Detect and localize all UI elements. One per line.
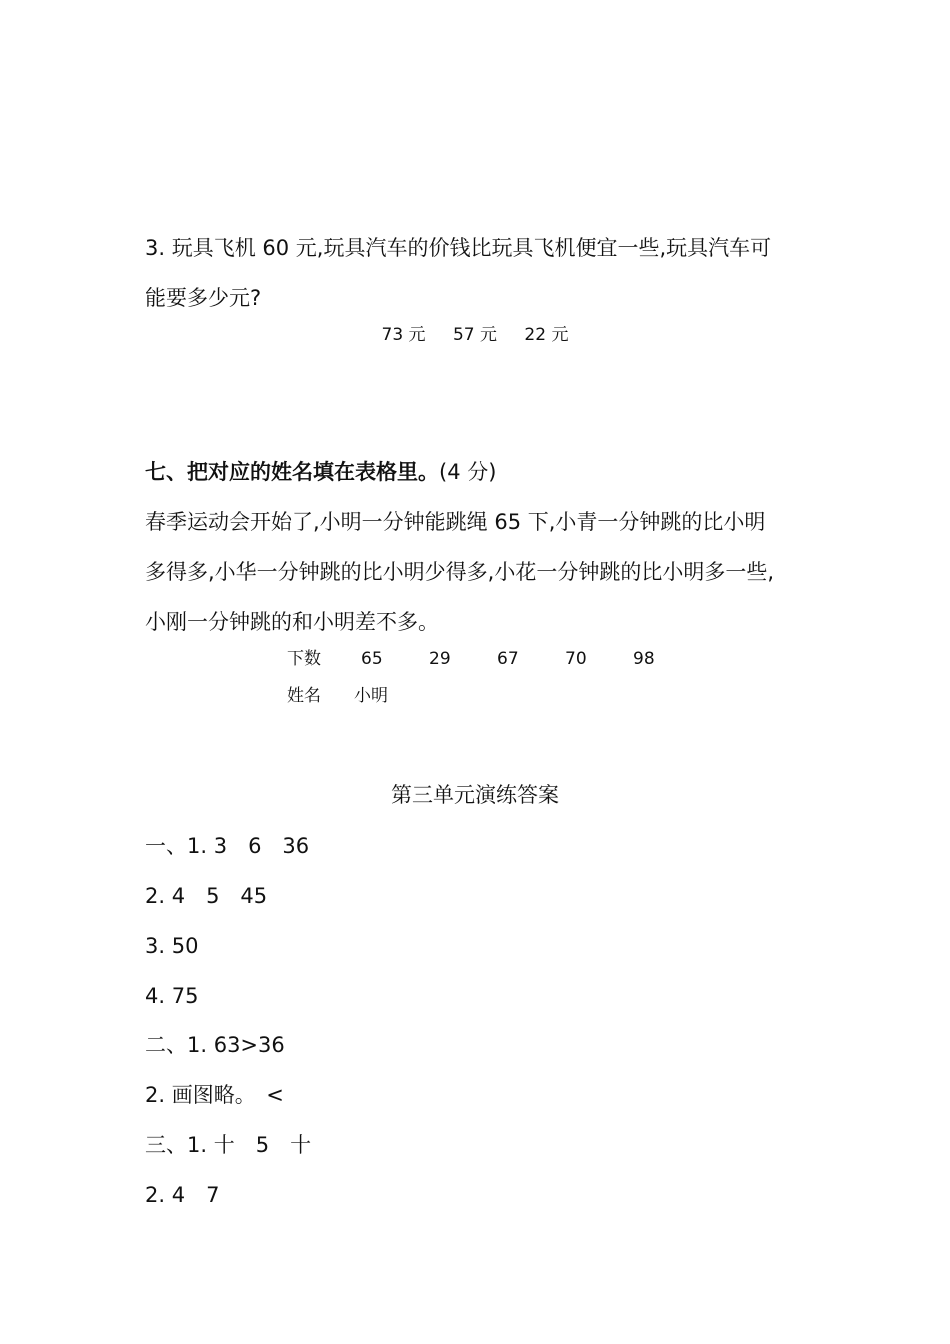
section-7-title: 七、把对应的姓名填在表格里。 xyxy=(145,460,439,484)
section-7-paragraph-line-2: 多得多,小华一分钟跳的比小明少得多,小花一分钟跳的比小明多一些, xyxy=(145,560,775,584)
answer-line-7: 三、1. 十 5 十 xyxy=(145,1133,312,1157)
section-7-paragraph-line-1: 春季运动会开始了,小明一分钟能跳绳 65 下,小青一分钟跳的比小明 xyxy=(145,510,766,534)
answer-line-8: 2. 4 7 xyxy=(145,1183,220,1207)
table-count-70: 70 xyxy=(565,649,587,669)
table-count-29: 29 xyxy=(429,649,451,669)
answer-line-3: 3. 50 xyxy=(145,934,199,958)
option-73: 73 元 xyxy=(381,325,426,345)
table-count-98: 98 xyxy=(633,649,655,669)
question-3-options xyxy=(0,322,950,348)
answer-line-1: 一、1. 3 6 36 xyxy=(145,834,310,858)
option-57: 57 元 xyxy=(452,325,498,345)
answer-line-2: 2. 4 5 45 xyxy=(145,884,268,908)
section-7-score: (4 分) xyxy=(439,460,497,484)
answers-title: 第三单元演练答案 xyxy=(391,783,559,807)
answer-line-6: 2. 画图略。 < xyxy=(145,1083,284,1107)
table-count-67: 67 xyxy=(497,649,519,669)
section-7-heading xyxy=(145,458,496,486)
table-label-name: 姓名 xyxy=(287,686,321,706)
section-7-paragraph-line-3: 小刚一分钟跳的和小明差不多。 xyxy=(145,610,439,634)
table-label-count: 下数 xyxy=(287,649,321,669)
answer-line-4: 4. 75 xyxy=(145,984,199,1008)
option-22: 22 元 xyxy=(524,325,569,345)
table-name-xiaoming: 小明 xyxy=(354,686,388,706)
question-3-line-2: 能要多少元? xyxy=(145,286,262,310)
table-count-65: 65 xyxy=(361,649,383,669)
answer-line-5: 二、1. 63>36 xyxy=(145,1033,285,1057)
question-3-line-1: 3. 玩具飞机 60 元,玩具汽车的价钱比玩具飞机便宜一些,玩具汽车可 xyxy=(145,236,772,260)
